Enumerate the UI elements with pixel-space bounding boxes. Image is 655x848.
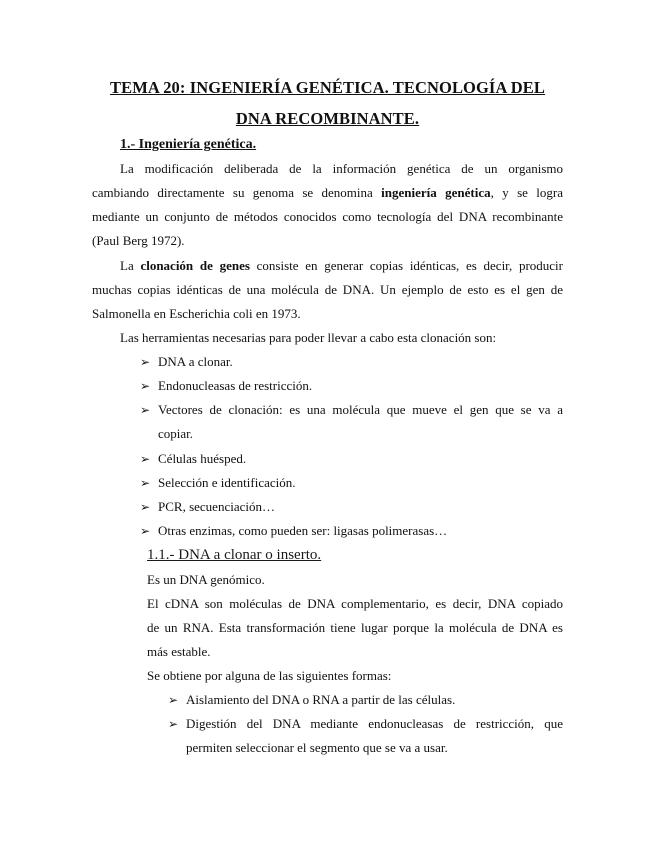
- list-item-continuation: copiar.: [158, 426, 194, 441]
- paragraph-line: de un RNA. Esta transformación tiene lugar porque la molécula de DNA es: [147, 620, 563, 635]
- document-title-line-1: TEMA 20: INGENIERÍA GENÉTICA. TECNOLOGÍA DEL: [109, 78, 546, 97]
- list-item: ➢ Otras enzimas, como pueden ser: ligasas polimerasas…: [140, 521, 447, 541]
- paragraph-line: (Paul Berg 1972).: [92, 233, 185, 248]
- paragraph-line: La modificación deliberada de la información genética de un organismo: [120, 161, 563, 176]
- bold-term-clonacion-de-genes: clonación de genes: [140, 258, 250, 273]
- paragraph-line: muchas copias idénticas de una molécula de DNA. Un ejemplo de esto es el gen de: [92, 282, 563, 297]
- list-item: ➢ DNA a clonar.: [140, 352, 233, 372]
- arrow-bullet-icon: ➢: [140, 452, 151, 466]
- arrow-bullet-icon: ➢: [140, 524, 151, 538]
- paragraph-line: cambiando directamente su genoma se denomina ingeniería genética, y se logra: [92, 185, 563, 200]
- list-item: ➢ Selección e identificación.: [140, 473, 296, 493]
- arrow-bullet-icon: ➢: [168, 693, 179, 707]
- paragraph-line: El cDNA son moléculas de DNA complementario, es decir, DNA copiado: [147, 596, 563, 611]
- paragraph-line: más estable.: [147, 644, 211, 659]
- arrow-bullet-icon: ➢: [140, 379, 151, 393]
- list-item: ➢ PCR, secuenciación…: [140, 497, 275, 517]
- list-item: ➢ Aislamiento del DNA o RNA a partir de las células.: [168, 690, 455, 710]
- document-title-line-2: DNA RECOMBINANTE.: [235, 109, 420, 128]
- arrow-bullet-icon: ➢: [140, 355, 151, 369]
- list-item: ➢ Digestión del DNA mediante endonucleasas de restricción, que: [168, 714, 563, 734]
- list-item: ➢ Células huésped.: [140, 449, 246, 469]
- bold-term-ingenieria-genetica: ingeniería genética: [381, 185, 491, 200]
- paragraph-line: La clonación de genes consiste en generar copias idénticas, es decir, producir: [120, 258, 563, 273]
- paragraph-line: Es un DNA genómico.: [147, 572, 265, 587]
- arrow-bullet-icon: ➢: [168, 717, 179, 731]
- subsection-heading-dna-a-clonar: 1.1.- DNA a clonar o inserto.: [147, 547, 322, 563]
- list-item: ➢ Vectores de clonación: es una molécula que mueve el gen que se va a: [140, 400, 563, 420]
- arrow-bullet-icon: ➢: [140, 500, 151, 514]
- paragraph-line: Salmonella en Escherichia coli en 1973.: [92, 306, 301, 321]
- list-item: ➢ Endonucleasas de restricción.: [140, 376, 312, 396]
- paragraph-line: Se obtiene por alguna de las siguientes formas:: [147, 668, 392, 683]
- arrow-bullet-icon: ➢: [140, 403, 151, 417]
- paragraph-line: mediante un conjunto de métodos conocidos como tecnología del DNA recombinante: [92, 209, 563, 224]
- arrow-bullet-icon: ➢: [140, 476, 151, 490]
- list-item-continuation: permiten seleccionar el segmento que se va a usar.: [186, 740, 448, 755]
- paragraph-line: Las herramientas necesarias para poder llevar a cabo esta clonación son:: [120, 330, 497, 345]
- section-heading-ingenieria-genetica: 1.- Ingeniería genética.: [120, 137, 257, 152]
